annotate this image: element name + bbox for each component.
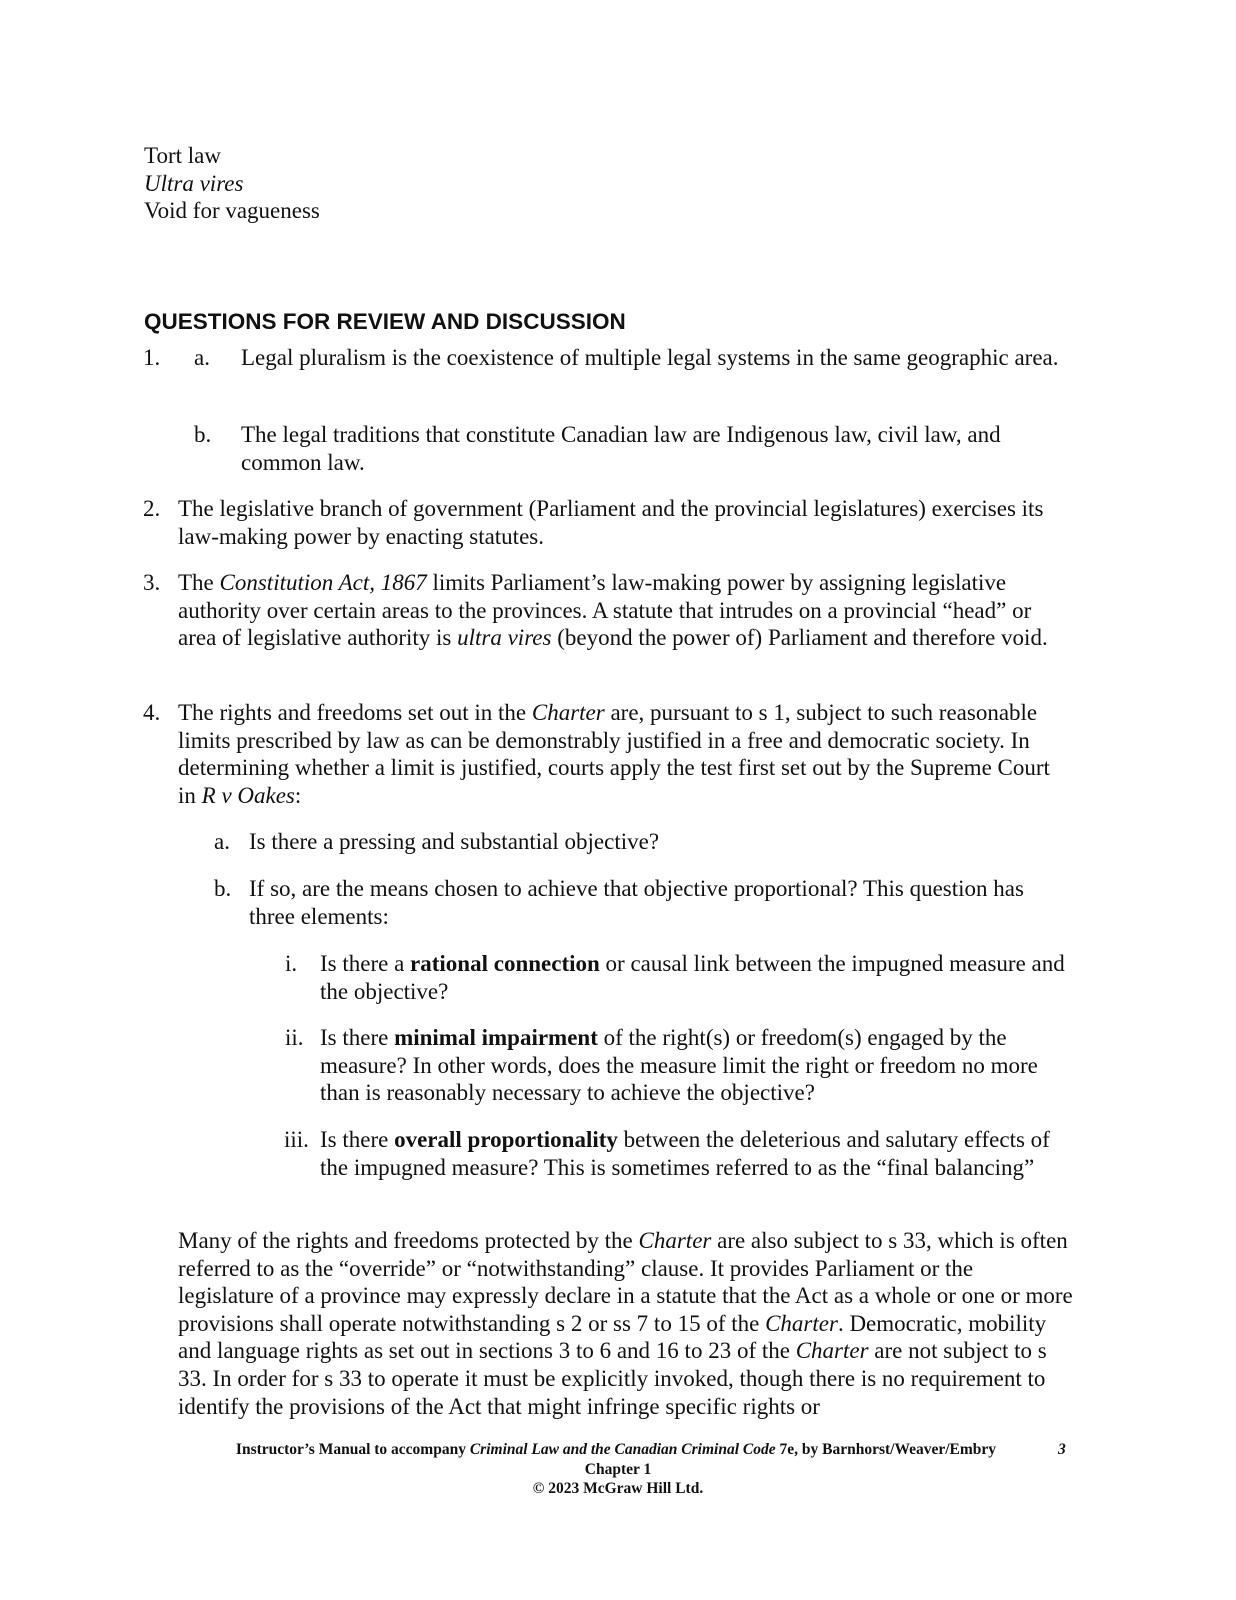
question-2-text: The legislative branch of government (Parliament and the provincial legislatures) exercises its law-making power by enacting statutes. (178, 496, 1044, 549)
section-heading: QUESTIONS FOR REVIEW AND DISCUSSION (144, 309, 626, 334)
question-4b-i-marker: i. (285, 951, 298, 976)
question-4b-text: If so, are the means chosen to achieve that objective proportional? This question has three elements: (249, 876, 1024, 929)
override-clause-paragraph: Many of the rights and freedoms protected by the Charter are also subject to s 33, which is often referred to as the “override” or “notwithstanding” clause. It provides Parliament or the legislature of a province may expressly declare in a statute that the Act as a whole or one or more provisions shall operate notwithstanding s 2 or ss 7 to 15 of the Charter. Democratic, mobility and language rights as set out in sections 3 to 6 and 16 to 23 of the Charter are not subject to s 33. In order for s 33 to operate it must be explicitly invoked, though there is no requirement to identify the provisions of the Act that might infringe specific rights or (178, 1228, 1073, 1419)
question-4a-text: Is there a pressing and substantial objective? (249, 829, 660, 854)
question-1b-marker: b. (194, 422, 212, 447)
page-number: 3 (1058, 1441, 1066, 1458)
question-1a-text: Legal pluralism is the coexistence of multiple legal systems in the same geographic area. (241, 345, 1059, 370)
term-ultra-vires: Ultra vires (144, 170, 244, 196)
question-1-number: 1. (143, 345, 161, 370)
oakes-case-citation: R v Oakes (201, 782, 295, 808)
question-1b-text: The legal traditions that constitute Canadian law are Indigenous law, civil law, and common law. (241, 422, 1001, 475)
question-4b-ii-text: Is there minimal impairment of the right(s) or freedom(s) engaged by the measure? In other words, does the measure limit the right or freedom no more than is reasonably necessary to achieve the objective? (320, 1025, 1038, 1106)
question-3-number: 3. (143, 570, 161, 595)
key-terms-list (144, 142, 320, 225)
question-4a-marker: a. (214, 829, 230, 854)
footer-book-title: Criminal Law and the Canadian Criminal Code (469, 1441, 776, 1458)
term-void-for-vagueness: Void for vagueness (144, 198, 320, 224)
footer-copyright: © 2023 McGraw Hill Ltd. (532, 1480, 704, 1497)
question-4b-iii-text: Is there overall proportionality between the deleterious and salutary effects of the impugned measure? This is sometimes referred to as the “final balancing” (320, 1127, 1050, 1180)
page-footer (0, 1440, 1236, 1499)
question-1a-marker: a. (194, 345, 210, 370)
question-2-number: 2. (143, 496, 161, 521)
question-3-text: The Constitution Act, 1867 limits Parliament’s law-making power by assigning legislative authority over certain areas to the provinces. A statute that intrudes on a provincial “head” or area of legislative authority is ultra vires (beyond the power of) Parliament and therefore void. (178, 570, 1048, 651)
question-4b-iii-marker: iii. (284, 1127, 309, 1152)
question-4b-ii-marker: ii. (285, 1025, 304, 1050)
term-tort-law: Tort law (144, 143, 221, 168)
footer-manual-line: Instructor’s Manual to accompany Criminal Law and the Canadian Criminal Code 7e, by Barnhorst/Weaver/Embry (235, 1441, 997, 1458)
charter-reference: Charter (531, 700, 605, 725)
ultra-vires-term: ultra vires (457, 625, 552, 651)
question-4b-marker: b. (214, 876, 232, 901)
question-4-number: 4. (143, 700, 161, 725)
constitution-act-citation: Constitution Act, 1867 (219, 570, 427, 595)
question-4-text: The rights and freedoms set out in the Charter are, pursuant to s 1, subject to such reasonable limits prescribed by law as can be demonstrably justified in a free and democratic society. In determining whether a limit is justified, courts apply the test first set out by the Supreme Court in R v Oakes: (178, 700, 1050, 808)
question-4b-i-text: Is there a rational connection or causal link between the impugned measure and the objective? (320, 951, 1065, 1004)
footer-chapter: Chapter 1 (584, 1460, 652, 1478)
